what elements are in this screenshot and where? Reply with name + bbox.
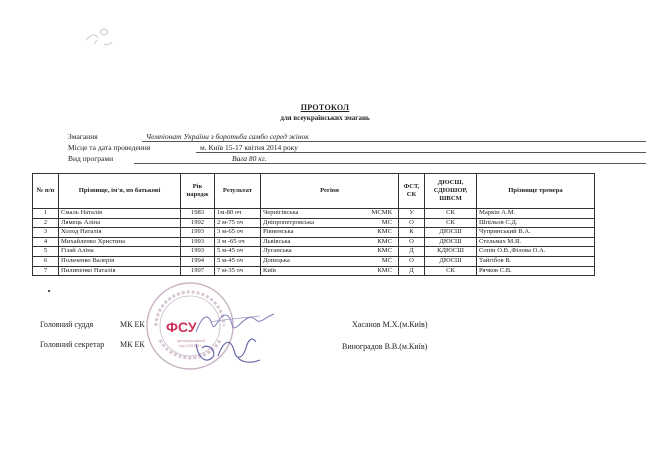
col-header: Прізвище тренера <box>477 174 595 209</box>
result: 7 м-35 оч <box>215 266 261 276</box>
region-cell <box>261 256 399 266</box>
table-row <box>33 237 595 247</box>
athlete-name: Польченко Валерія <box>59 256 181 266</box>
school: ДЮСШ <box>425 237 477 247</box>
row-number: 5 <box>33 247 59 257</box>
chief-secretary-row <box>40 340 145 349</box>
school: СК <box>425 266 477 276</box>
table-row <box>33 266 595 276</box>
chief-judge-title: Головний суддя <box>40 320 94 329</box>
result: 5 м-45 оч <box>215 247 261 257</box>
col-header: Прізвище, ім'я, по батькові <box>59 174 181 209</box>
region-cell <box>261 266 399 276</box>
row-number: 7 <box>33 266 59 276</box>
document-title: ПРОТОКОЛ <box>300 103 350 112</box>
sport-rank: КМС <box>377 237 392 245</box>
region-name: Донецька <box>263 256 290 264</box>
sport-rank: МСМК <box>371 209 392 216</box>
school: СК <box>425 209 477 219</box>
birth-year: 1993 <box>181 237 215 247</box>
region-cell <box>261 237 399 247</box>
coach-name: Сопін О.В.,Філова О.А. <box>477 247 595 257</box>
program-value: Вага 80 кг. <box>232 154 267 163</box>
competition-value: Чемпіонат України з боротьби самбо серед жінок <box>146 132 309 141</box>
birth-year: 1993 <box>181 228 215 238</box>
sport-rank: МС <box>381 218 392 226</box>
table-row <box>33 256 595 266</box>
athlete-name: Смаль Наталія <box>59 209 181 219</box>
fst-sk: У <box>399 209 425 219</box>
place-date-value: м. Київ 15-17 квітня 2014 року <box>200 143 298 152</box>
region-name: Дніпропетровська <box>263 218 315 226</box>
birth-year: 1997 <box>181 266 215 276</box>
coach-name: Рячков С.В. <box>477 266 595 276</box>
row-number: 2 <box>33 218 59 228</box>
sport-rank: КМС <box>377 266 392 274</box>
sport-rank: КМС <box>377 247 392 255</box>
birth-year: 1993 <box>181 247 215 257</box>
col-header: Рік народж <box>181 174 215 209</box>
result: 2 м-75 оч <box>215 218 261 228</box>
coach-name: Маркін А.М. <box>477 209 595 219</box>
region-name: Луганська <box>263 247 292 255</box>
results-table <box>32 173 595 276</box>
fst-sk: К <box>399 228 425 238</box>
coach-name: Шпільов С.Д. <box>477 218 595 228</box>
region-cell <box>261 247 399 257</box>
coach-name: Стельмах М.Я. <box>477 237 595 247</box>
table-row <box>33 209 595 219</box>
school: КДЮСШ <box>425 247 477 257</box>
result: 1м-80 оч <box>215 209 261 219</box>
chief-judge-name: Хасанов М.Х.(м.Київ) <box>352 320 428 329</box>
result: 5 м-45 оч <box>215 256 261 266</box>
region-cell <box>261 228 399 238</box>
row-number: 3 <box>33 228 59 238</box>
region-name: Львівська <box>263 237 291 245</box>
coach-name: Тайгібов В. <box>477 256 595 266</box>
athlete-name: Холод Наталія <box>59 228 181 238</box>
region-cell <box>261 218 399 228</box>
coach-name: Чупринський В.А. <box>477 228 595 238</box>
result: 3 м -65 оч <box>215 237 261 247</box>
program-label: Вид програми <box>68 154 114 163</box>
col-header: Регіон <box>261 174 399 209</box>
col-header: Результат <box>215 174 261 209</box>
dot-mark <box>48 290 50 292</box>
result: 3 м-65 оч <box>215 228 261 238</box>
athlete-name: Гізай Аліна <box>59 247 181 257</box>
svg-text:ідентифікаційний: ідентифікаційний <box>177 339 206 343</box>
fst-sk: Д <box>399 266 425 276</box>
col-header: ФСТ, СК <box>399 174 425 209</box>
fst-sk: О <box>399 237 425 247</box>
chief-judge-rank: МК ЕК <box>120 320 145 329</box>
birth-year: 1992 <box>181 218 215 228</box>
competition-label: Змагання <box>68 132 98 141</box>
chief-secretary-name: Виноградов В.В.(м.Київ) <box>342 342 428 351</box>
place-date-label: Місце та дата проведення <box>68 143 151 152</box>
athlete-name: Лямець Аліна <box>59 218 181 228</box>
row-number: 4 <box>33 237 59 247</box>
region-name: Київ <box>263 266 276 274</box>
chief-secretary-rank: МК ЕК <box>120 340 145 349</box>
chief-judge-row <box>40 320 145 329</box>
col-header: № п/п <box>33 174 59 209</box>
region-name: Чернігівська <box>263 209 299 216</box>
birth-year: 1994 <box>181 256 215 266</box>
school: СК <box>425 218 477 228</box>
region-cell <box>261 209 399 219</box>
table-row <box>33 228 595 238</box>
school: ДЮСШ <box>425 228 477 238</box>
row-number: 1 <box>33 209 59 219</box>
col-header: ДЮСШ, СДЮШОР, ШВСМ <box>425 174 477 209</box>
fst-sk: О <box>399 218 425 228</box>
svg-text:ФСУ: ФСУ <box>166 319 197 335</box>
athlete-name: Пилипенко Наталія <box>59 266 181 276</box>
table-row <box>33 247 595 257</box>
fst-sk: О <box>399 256 425 266</box>
table-header-row <box>33 174 595 209</box>
sport-rank: КМС <box>377 228 392 236</box>
school: ДЮСШ <box>425 256 477 266</box>
birth-year: 1983 <box>181 209 215 219</box>
sport-rank: МС <box>381 256 392 264</box>
row-number: 6 <box>33 256 59 266</box>
table-row <box>33 218 595 228</box>
athlete-name: Михайленко Христина <box>59 237 181 247</box>
region-name: Рівненська <box>263 228 294 236</box>
handwritten-mark-icon <box>80 18 120 58</box>
document-subtitle: для всеукраїнських змагань <box>280 114 370 122</box>
svg-text:код 34351387: код 34351387 <box>179 344 202 348</box>
chief-secretary-title: Головний секретар <box>40 340 105 349</box>
fst-sk: Д <box>399 247 425 257</box>
secretary-signature-icon <box>190 330 270 370</box>
